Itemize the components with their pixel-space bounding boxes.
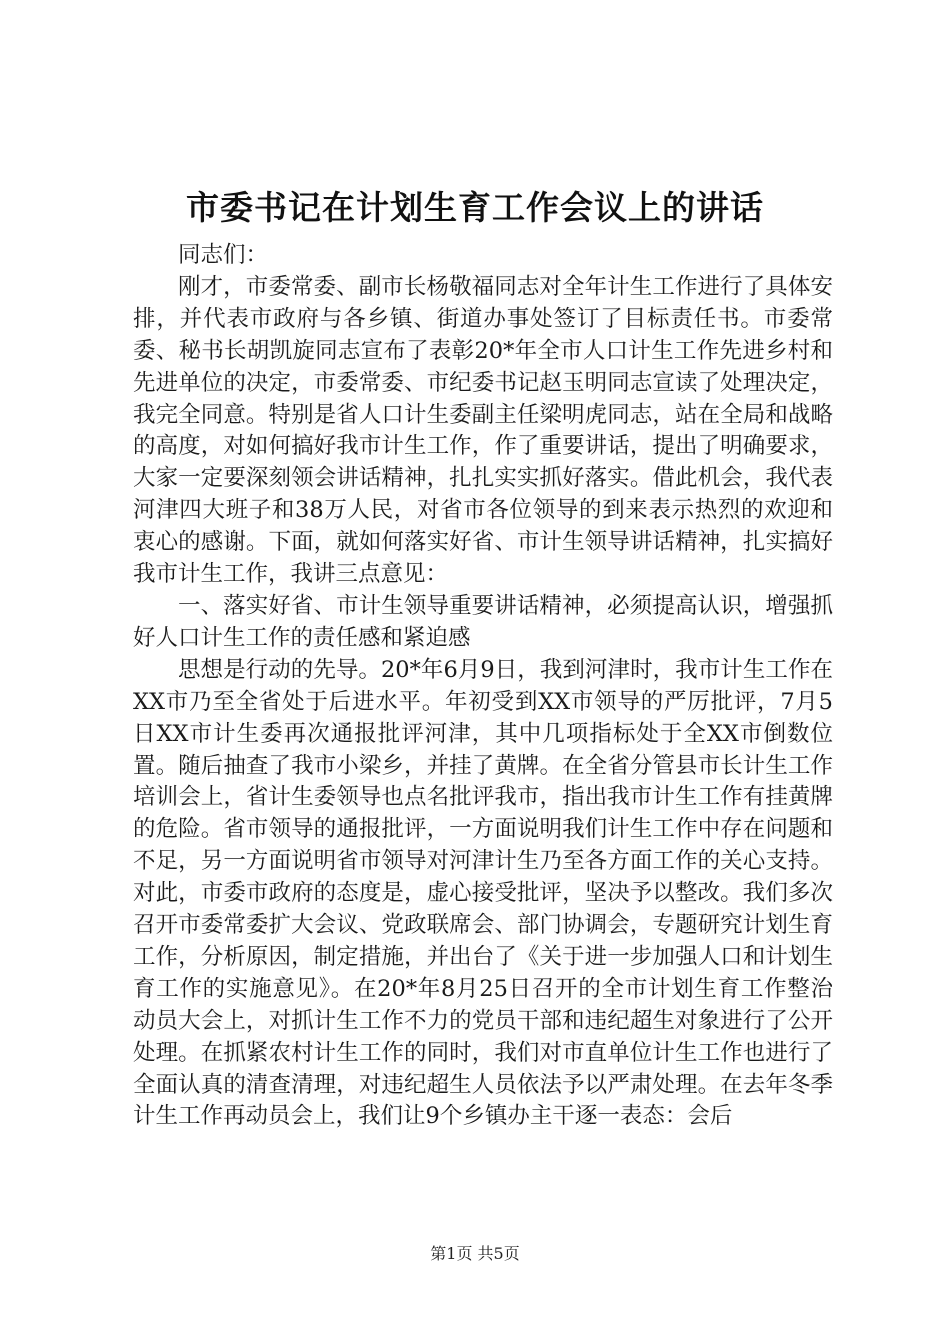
paragraph-2: 思想是行动的先导。20*年6月9日，我到河津时，我市计生工作在XX市乃至全省处于后进水平。年初受到XX市领导的严厉批评，7月5日XX市计生委再次通报批评河津，其中几项指标处于全XX市倒数位置。随后抽查了我市小梁乡，并挂了黄牌。在全省分管县市长计生工作培训会上，省计生委领导也点名批评我市，指出我市计生工作有挂黄牌的危险。省市领导的通报批评，一方面说明我们计生工作中存在问题和不足，另一方面说明省市领导对河津计生乃至各方面工作的关心支持。对此，市委市政府的态度是，虚心接受批评，坚决予以整改。我们多次召开市委常委扩大会议、党政联席会、部门协调会，专题研究计划生育工作，分析原因，制定措施，并出台了《关于进一步加强人口和计划生育工作的实施意见》。在20*年8月25日召开的全市计划生育工作整治动员大会上，对抓计生工作不力的党员干部和违纪超生对象进行了公开处理。在抓紧农村计生工作的同时，我们对市直单位计生工作也进行了全面认真的清查清理，对违纪超生人员依法予以严肃处理。在去年冬季计生工作再动员会上，我们让9个乡镇办主干逐一表态：会后	[133, 656, 833, 1130]
section-heading-1: 一、落实好省、市计生领导重要讲话精神，必须提高认识，增强抓好人口计生工作的责任感和紧迫感	[133, 592, 833, 651]
page-footer: 第1页 共5页	[430, 1244, 520, 1263]
salutation: 同志们：	[178, 242, 269, 268]
paragraph-1: 刚才，市委常委、副市长杨敬福同志对全年计生工作进行了具体安排，并代表市政府与各乡镇、街道办事处签订了目标责任书。市委常委、秘书长胡凯旋同志宣布了表彰20*年全市人口计生工作先进乡村和先进单位的决定，市委常委、市纪委书记赵玉明同志宣读了处理决定，我完全同意。特别是省人口计生委副主任梁明虎同志，站在全局和战略的高度，对如何搞好我市计生工作，作了重要讲话，提出了明确要求，大家一定要深刻领会讲话精神，扎扎实实抓好落实。借此机会，我代表河津四大班子和38万人民，对省市各位领导的到来表示热烈的欢迎和衷心的感谢。下面，就如何落实好省、市计生领导讲话精神，扎实搞好我市计生工作，我讲三点意见：	[133, 273, 833, 588]
document-body	[133, 240, 833, 1133]
document-title: 市委书记在计划生育工作会议上的讲话	[186, 188, 764, 227]
